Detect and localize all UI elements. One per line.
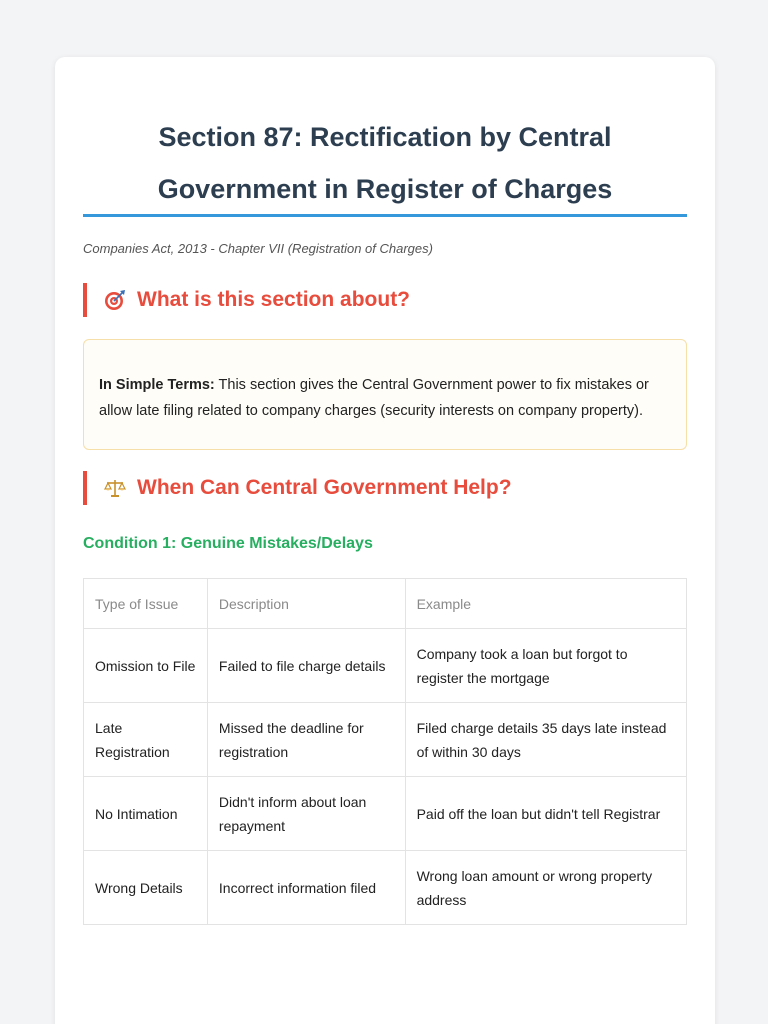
description-cell: Incorrect information filed: [207, 851, 405, 925]
issues-table: [83, 578, 687, 925]
table-row: [84, 777, 687, 851]
table-row: [84, 629, 687, 703]
column-header: Description: [207, 579, 405, 629]
description-cell: Missed the deadline for registration: [207, 703, 405, 777]
issue-type-cell: Omission to File: [84, 629, 208, 703]
example-cell: Filed charge details 35 days late instead of within 30 days: [405, 703, 686, 777]
content-card: [55, 57, 715, 1024]
issue-type-cell: Late Registration: [84, 703, 208, 777]
table-header-row: [84, 579, 687, 629]
table-row: [84, 703, 687, 777]
target-icon: [103, 288, 127, 312]
column-header: Example: [405, 579, 686, 629]
simple-terms-box: [83, 339, 687, 450]
page-title: Section 87: Rectification by Central Government in Register of Charges: [157, 122, 613, 204]
title-divider: [83, 214, 687, 217]
description-cell: Failed to file charge details: [207, 629, 405, 703]
section-heading-help: [83, 471, 687, 505]
issue-type-cell: Wrong Details: [84, 851, 208, 925]
scales-icon: [103, 476, 127, 500]
page-subtitle: Companies Act, 2013 - Chapter VII (Registration of Charges): [83, 241, 433, 256]
issue-type-cell: No Intimation: [84, 777, 208, 851]
condition-1-heading: Condition 1: Genuine Mistakes/Delays: [83, 535, 373, 552]
simple-terms-label: In Simple Terms:: [99, 377, 215, 393]
example-cell: Paid off the loan but didn't tell Registrar: [405, 777, 686, 851]
example-cell: Company took a loan but forgot to register the mortgage: [405, 629, 686, 703]
description-cell: Didn't inform about loan repayment: [207, 777, 405, 851]
column-header: Type of Issue: [84, 579, 208, 629]
section-heading-about: [83, 283, 687, 317]
example-cell: Wrong loan amount or wrong property address: [405, 851, 686, 925]
section-heading-about-text: What is this section about?: [137, 288, 411, 311]
simple-terms-text: This section gives the Central Government power to fix mistakes or allow late filing related to company charges (security interests on company property).: [99, 377, 649, 419]
table-row: [84, 851, 687, 925]
section-heading-help-text: When Can Central Government Help?: [137, 476, 512, 499]
